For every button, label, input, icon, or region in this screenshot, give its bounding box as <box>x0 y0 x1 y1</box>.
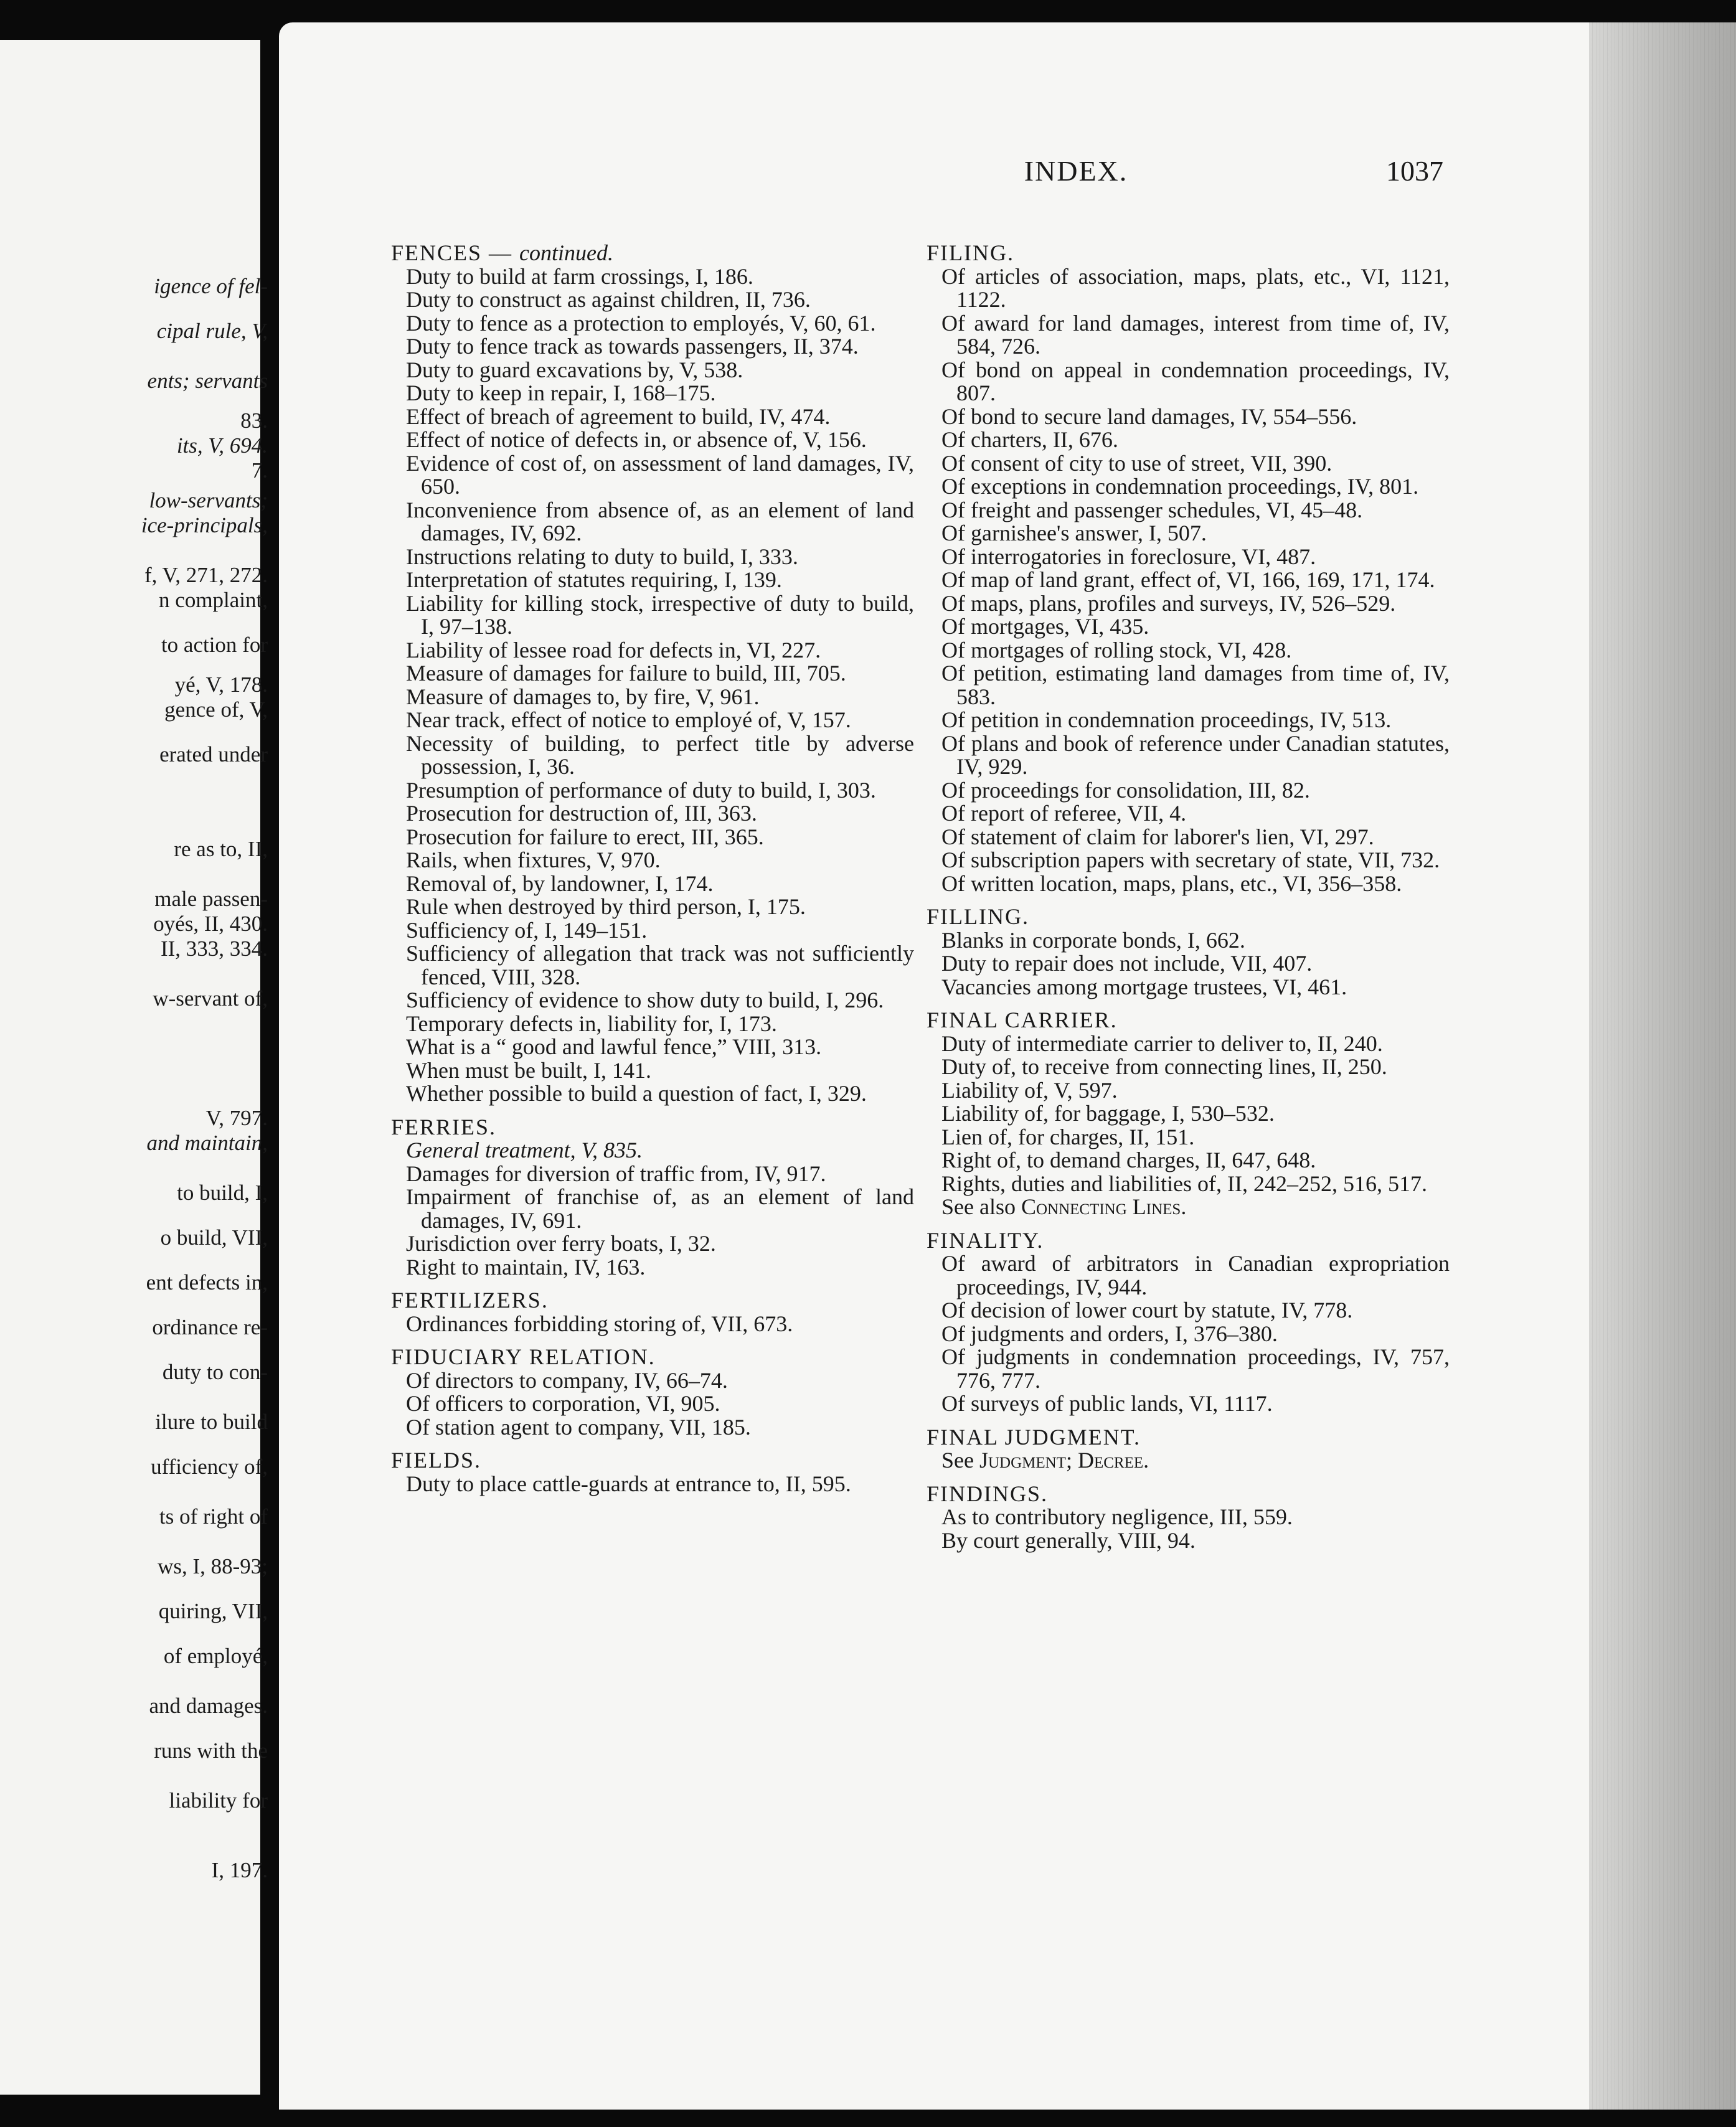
index-entry-text: What is a “ good and lawful fence,” VIII, 313. <box>406 1034 822 1059</box>
index-entry-text: Duty to fence as a protection to employés, V, 60, 61. <box>406 310 876 336</box>
index-entry-text: Duty to guard excavations by, V, 538. <box>406 357 743 382</box>
index-heading-text: FIELDS. <box>391 1448 482 1473</box>
facing-page-text-fragment: gence of, V, <box>164 697 268 722</box>
index-entry <box>927 849 1450 872</box>
index-entry-text: Liability for killing stock, irrespective of duty to build, I, 97–138. <box>406 590 914 639</box>
facing-page-text-fragment: I, 197. <box>211 1858 268 1882</box>
index-heading-text: FERRIES. <box>391 1114 497 1139</box>
index-entry <box>391 1082 914 1106</box>
cross-reference-entry <box>927 1196 1450 1219</box>
index-entry-text: Of proceedings for consolidation, III, 82. <box>941 777 1310 803</box>
facing-page-left <box>0 40 268 2095</box>
index-entry-text: Impairment of franchise of, as an element of land damages, IV, 691. <box>406 1184 914 1233</box>
index-entry <box>927 499 1450 522</box>
index-entry <box>927 1346 1450 1392</box>
index-entry-text: Measure of damages for failure to build, III, 705. <box>406 661 846 686</box>
index-heading-group <box>927 905 1450 999</box>
index-entry-text: Of articles of association, maps, plats, etc., VI, 1121, 1122. <box>941 263 1450 312</box>
index-entry <box>927 1323 1450 1346</box>
index-entry-text: Duty to build at farm crossings, I, 186. <box>406 263 753 289</box>
facing-page-text-fragment: ts of right of <box>159 1504 268 1529</box>
index-entry <box>391 732 914 779</box>
index-entry-text: Of petition, estimating land damages from time of, IV, 583. <box>941 661 1450 709</box>
index-entry <box>927 1149 1450 1172</box>
index-entry <box>927 872 1450 896</box>
index-heading-group <box>927 1009 1450 1219</box>
index-entry <box>927 976 1450 999</box>
index-heading-group <box>391 1449 914 1496</box>
index-page <box>279 22 1736 2110</box>
index-entry-text: Temporary defects in, liability for, I, 173. <box>406 1011 777 1036</box>
index-heading-group <box>927 1426 1450 1473</box>
index-entry-text: Right to maintain, IV, 163. <box>406 1254 646 1280</box>
index-entry-text: Rails, when fixtures, V, 970. <box>406 847 661 872</box>
facing-page-text-fragment: duty to con- <box>162 1360 268 1384</box>
index-entry <box>391 452 914 499</box>
index-entry <box>391 1186 914 1232</box>
index-entry-text: Of exceptions in condemnation proceedings, IV, 801. <box>941 474 1419 499</box>
index-entry-text: Inconvenience from absence of, as an element of land damages, IV, 692. <box>406 497 914 545</box>
index-entry-text: Vacancies among mortgage trustees, VI, 461. <box>941 974 1347 999</box>
index-entry <box>927 1252 1450 1299</box>
index-heading-group <box>927 1483 1450 1553</box>
facing-page-text-fragment: cipal rule, V, <box>156 319 268 343</box>
index-entry <box>927 1126 1450 1149</box>
cross-reference-target: Connecting Lines. <box>1021 1194 1187 1219</box>
facing-page-text-fragment: ice-principals, <box>141 513 268 537</box>
index-entry <box>391 568 914 592</box>
index-entry-text: See <box>941 1448 974 1473</box>
index-entry <box>927 802 1450 826</box>
index-entry <box>391 499 914 545</box>
index-entry-text: Evidence of cost of, on assessment of land damages, IV, 650. <box>406 450 914 499</box>
facing-page-text-fragment: o build, VII, <box>160 1225 268 1250</box>
index-entry-text: Duty of, to receive from connecting lines, II, 250. <box>941 1054 1387 1079</box>
index-entry <box>391 592 914 639</box>
index-entry-text: Right of, to demand charges, II, 647, 648. <box>941 1148 1316 1172</box>
facing-page-text-fragment: low-servants; <box>149 488 268 512</box>
page-number: 1037 <box>1386 155 1443 187</box>
facing-page-text-fragment: igence of fel- <box>154 274 268 298</box>
index-entry <box>391 942 914 989</box>
index-entry <box>927 545 1450 569</box>
index-entry <box>927 1102 1450 1126</box>
facing-page-text-fragment: to build, I, <box>177 1181 268 1205</box>
index-entry <box>391 895 914 919</box>
index-heading-text: FINAL JUDGMENT. <box>927 1424 1141 1450</box>
index-entry <box>391 919 914 943</box>
index-entry-text: Of judgments and orders, I, 376–380. <box>941 1321 1278 1346</box>
index-entry <box>927 592 1450 616</box>
index-entry <box>391 639 914 663</box>
index-entry-text: Of award for land damages, interest from time of, IV, 584, 726. <box>941 310 1450 359</box>
index-entry <box>391 1232 914 1256</box>
index-entry-text: Duty of intermediate carrier to deliver to, II, 240. <box>941 1030 1383 1056</box>
index-entry-text: Of statement of claim for laborer's lien, VI, 297. <box>941 824 1374 849</box>
index-heading-text: FIDUCIARY RELATION. <box>391 1344 656 1369</box>
index-heading <box>927 1229 1450 1253</box>
index-entry <box>391 709 914 732</box>
index-entry-text: Effect of breach of agreement to build, IV, 474. <box>406 403 831 429</box>
index-entry <box>927 1172 1450 1196</box>
index-entry-text: Presumption of performance of duty to build, I, 303. <box>406 777 876 803</box>
index-entry <box>927 1529 1450 1553</box>
index-heading-text: FINDINGS. <box>927 1481 1049 1506</box>
index-entry-text: Near track, effect of notice to employé of, V, 157. <box>406 707 851 732</box>
index-entry <box>927 265 1450 312</box>
facing-page-text-fragment: re as to, II, <box>174 837 268 861</box>
index-entry-text: Of petition in condemnation proceedings, IV, 513. <box>941 707 1392 732</box>
index-heading-group <box>391 242 914 1106</box>
index-entry-text: Duty to fence track as towards passengers, II, 374. <box>406 334 859 359</box>
facing-page-text-fragment: and damages. <box>149 1694 268 1718</box>
index-entry-text: Of judgments in condemnation proceedings, IV, 757, 776, 777. <box>941 1344 1450 1393</box>
index-entry-text: Removal of, by landowner, I, 174. <box>406 870 714 896</box>
index-entry-text: Prosecution for destruction of, III, 363. <box>406 801 757 826</box>
index-entry <box>927 1079 1450 1103</box>
index-entry <box>927 1032 1450 1056</box>
index-entry-text: Sufficiency of, I, 149–151. <box>406 917 648 943</box>
facing-page-text-fragment: to action for <box>161 633 268 657</box>
index-entry-text: Of written location, maps, plans, etc., VI, 356–358. <box>941 870 1402 896</box>
index-entry <box>927 929 1450 953</box>
facing-page-text-fragment: ilure to build <box>155 1410 268 1434</box>
index-heading-text: FINAL CARRIER. <box>927 1007 1118 1032</box>
index-entry <box>391 288 914 312</box>
index-heading-text: FENCES — <box>391 240 513 265</box>
index-entry-text: Rule when destroyed by third person, I, 175. <box>406 894 806 919</box>
index-entry <box>391 686 914 709</box>
index-entry-text: Of map of land grant, effect of, VI, 166, 169, 171, 174. <box>941 567 1435 592</box>
index-entry-text: Of surveys of public lands, VI, 1117. <box>941 1391 1273 1416</box>
cross-reference-entry <box>927 1449 1450 1473</box>
facing-page-text-fragment: oyés, II, 430. <box>153 912 268 936</box>
facing-page-text-fragment: II, 333, 334. <box>160 936 268 961</box>
facing-page-text-fragment: and maintain, <box>146 1131 268 1155</box>
index-entry <box>391 335 914 359</box>
index-entry <box>391 1139 914 1163</box>
index-heading <box>927 1483 1450 1506</box>
index-entry <box>927 475 1450 499</box>
index-heading-group <box>391 1346 914 1439</box>
index-entry <box>391 1012 914 1036</box>
index-entry-text: Whether possible to build a question of fact, I, 329. <box>406 1081 867 1106</box>
index-entry-text: Damages for diversion of traffic from, IV, 917. <box>406 1161 826 1186</box>
index-entry <box>391 872 914 896</box>
index-entry-text: Of maps, plans, profiles and surveys, IV, 526–529. <box>941 590 1396 616</box>
index-entry-text: Of officers to corporation, VI, 905. <box>406 1391 720 1416</box>
index-entry-text: Duty to repair does not include, VII, 407. <box>941 951 1313 976</box>
index-entry <box>927 732 1450 779</box>
index-entry-text: Of subscription papers with secretary of state, VII, 732. <box>941 847 1440 872</box>
index-heading-text: FILING. <box>927 240 1014 265</box>
index-entry <box>927 1299 1450 1323</box>
index-heading-group <box>391 1289 914 1336</box>
facing-page-text-fragment: ents; servants <box>147 369 268 393</box>
index-entry-text: Of charters, II, 676. <box>941 427 1118 452</box>
index-entry <box>927 405 1450 429</box>
index-heading <box>927 1009 1450 1032</box>
facing-page-text-fragment: male passen- <box>154 887 268 911</box>
index-entry-text: Interpretation of statutes requiring, I, 139. <box>406 567 782 592</box>
index-entry <box>927 662 1450 709</box>
facing-page-text-fragment: ufficiency of, <box>151 1455 268 1479</box>
page-edge-lines <box>1589 22 1736 2110</box>
facing-page-text-fragment: 83. <box>240 408 268 433</box>
index-entry-text: Of bond to secure land damages, IV, 554–556. <box>941 403 1357 429</box>
index-entry-text: By court generally, VIII, 94. <box>941 1527 1196 1553</box>
facing-page-text-fragment: 7. <box>251 458 268 483</box>
index-entry-text: Of freight and passenger schedules, VI, 45–48. <box>941 497 1363 522</box>
index-entry <box>391 802 914 826</box>
index-entry <box>391 382 914 405</box>
index-entry-text: Of decision of lower court by statute, IV, 778. <box>941 1298 1353 1323</box>
index-entry-text: Duty to place cattle-guards at entrance to, II, 595. <box>406 1471 851 1496</box>
index-entry <box>391 1313 914 1336</box>
index-entry <box>391 428 914 452</box>
index-entry-text: Liability of lessee road for defects in, VI, 227. <box>406 637 821 663</box>
index-heading <box>927 242 1450 265</box>
index-entry-text: Liability of, V, 597. <box>941 1077 1118 1103</box>
index-entry-text: Rights, duties and liabilities of, II, 242–252, 516, 517. <box>941 1171 1427 1196</box>
index-heading-text: FILLING. <box>927 904 1029 929</box>
index-entry-text: Of station agent to company, VII, 185. <box>406 1414 751 1440</box>
index-entry <box>391 405 914 429</box>
index-heading <box>391 1289 914 1313</box>
facing-page-text-fragment: quiring, VII, <box>158 1599 268 1623</box>
facing-page-text-fragment: V, 797. <box>205 1106 268 1130</box>
index-entry <box>927 452 1450 476</box>
facing-page-text-fragment: n complaint, <box>159 588 268 612</box>
facing-page-text-fragment: of employé, <box>163 1644 268 1668</box>
facing-page-text-fragment: f, V, 271, 272. <box>144 563 268 587</box>
index-entry-text: Of bond on appeal in condemnation proceedings, IV, 807. <box>941 357 1450 405</box>
index-entry-text: Sufficiency of allegation that track was not sufficiently fenced, VIII, 328. <box>406 941 914 989</box>
index-entry-text: Of directors to company, IV, 66–74. <box>406 1367 728 1393</box>
index-entry-text: Of mortgages, VI, 435. <box>941 614 1149 639</box>
index-entry <box>927 1055 1450 1079</box>
index-entry-text: Of plans and book of reference under Canadian statutes, IV, 929. <box>941 730 1450 779</box>
cross-reference-target: Judgment; Decree. <box>979 1448 1149 1473</box>
facing-page-text-fragment: ordinance re- <box>152 1315 268 1339</box>
index-entry <box>391 1035 914 1059</box>
index-entry-text: Measure of damages to, by fire, V, 961. <box>406 684 760 709</box>
index-entry <box>391 312 914 336</box>
index-entry-text: Of consent of city to use of street, VII, 390. <box>941 450 1333 476</box>
index-entry <box>927 359 1450 405</box>
facing-page-text-fragment: liability for <box>169 1788 268 1813</box>
index-heading-group <box>391 1116 914 1280</box>
index-entry <box>391 1059 914 1083</box>
facing-page-text-fragment: yé, V, 178. <box>174 672 268 697</box>
index-entry <box>391 826 914 849</box>
index-entry <box>391 265 914 289</box>
facing-page-text-fragment: ws, I, 88-93; <box>158 1554 268 1578</box>
index-heading-text: FINALITY. <box>927 1227 1044 1253</box>
index-entry <box>391 989 914 1012</box>
index-entry <box>391 359 914 382</box>
index-entry-text: Of award of arbitrators in Canadian expropriation proceedings, IV, 944. <box>941 1251 1450 1299</box>
index-entry <box>927 639 1450 663</box>
index-entry <box>927 826 1450 849</box>
index-entry-text: Of mortgages of rolling stock, VI, 428. <box>941 637 1292 663</box>
facing-page-text-fragment: erated under <box>159 742 268 766</box>
index-entry <box>927 312 1450 359</box>
index-entry-text: Duty to keep in repair, I, 168–175. <box>406 380 716 405</box>
index-entry <box>391 1163 914 1186</box>
index-column-left <box>391 242 914 1506</box>
index-entry <box>391 1256 914 1280</box>
index-entry <box>391 1392 914 1416</box>
facing-page-text-fragment: runs with the <box>154 1738 268 1763</box>
index-heading <box>927 905 1450 929</box>
index-entry-text: Sufficiency of evidence to show duty to build, I, 296. <box>406 988 884 1012</box>
index-entry <box>391 662 914 686</box>
index-entry <box>927 1392 1450 1416</box>
index-entry-text: Of interrogatories in foreclosure, VI, 487. <box>941 544 1316 569</box>
index-entry-text: Instructions relating to duty to build, I, 333. <box>406 544 798 569</box>
index-entry <box>927 615 1450 639</box>
index-entry-text: When must be built, I, 141. <box>406 1057 651 1083</box>
facing-page-text-fragment: w-servant of, <box>153 986 268 1011</box>
index-entry-text: Duty to construct as against children, II, 736. <box>406 287 811 312</box>
index-entry <box>927 1506 1450 1529</box>
index-entry <box>927 709 1450 732</box>
index-entry-text: Of garnishee's answer, I, 507. <box>941 521 1207 545</box>
index-column-right <box>927 242 1450 1562</box>
index-heading <box>927 1426 1450 1450</box>
index-entry-text: Of report of referee, VII, 4. <box>941 801 1187 826</box>
page-title: INDEX. <box>1024 155 1128 187</box>
index-entry-text: Prosecution for failure to erect, III, 365. <box>406 824 764 849</box>
index-heading-group <box>927 242 1450 895</box>
index-entry <box>391 545 914 569</box>
index-heading <box>391 1346 914 1369</box>
index-heading-text: FERTILIZERS. <box>391 1288 549 1313</box>
index-heading <box>391 1116 914 1139</box>
index-entry-text: See also <box>941 1194 1016 1219</box>
index-entry-text: As to contributory negligence, III, 559. <box>941 1504 1293 1529</box>
index-heading-continued: continued. <box>519 240 614 265</box>
index-entry <box>927 952 1450 976</box>
index-entry <box>927 568 1450 592</box>
index-entry-text: Lien of, for charges, II, 151. <box>941 1124 1195 1149</box>
index-entry <box>927 428 1450 452</box>
index-heading <box>391 1449 914 1473</box>
index-entry-text: Effect of notice of defects in, or absence of, V, 156. <box>406 427 867 452</box>
index-entry-text: Blanks in corporate bonds, I, 662. <box>941 927 1245 953</box>
index-entry-text: Liability of, for baggage, I, 530–532. <box>941 1101 1275 1126</box>
index-entry <box>927 522 1450 545</box>
index-entry-text: General treatment, V, 835. <box>406 1138 643 1163</box>
index-entry-text: Necessity of building, to perfect title by adverse possession, I, 36. <box>406 730 914 779</box>
index-entry-text: Ordinances forbidding storing of, VII, 673. <box>406 1311 793 1336</box>
index-entry <box>391 779 914 803</box>
index-entry <box>391 1416 914 1440</box>
index-entry-text: Jurisdiction over ferry boats, I, 32. <box>406 1231 716 1256</box>
facing-page-text-fragment: ent defects in, <box>146 1270 268 1295</box>
index-entry <box>391 1369 914 1393</box>
index-entry <box>391 849 914 872</box>
index-heading-group <box>927 1229 1450 1416</box>
index-heading <box>391 242 914 265</box>
facing-page-text-fragment: its, V, 694. <box>176 433 268 458</box>
index-entry <box>391 1473 914 1496</box>
index-entry <box>927 779 1450 803</box>
